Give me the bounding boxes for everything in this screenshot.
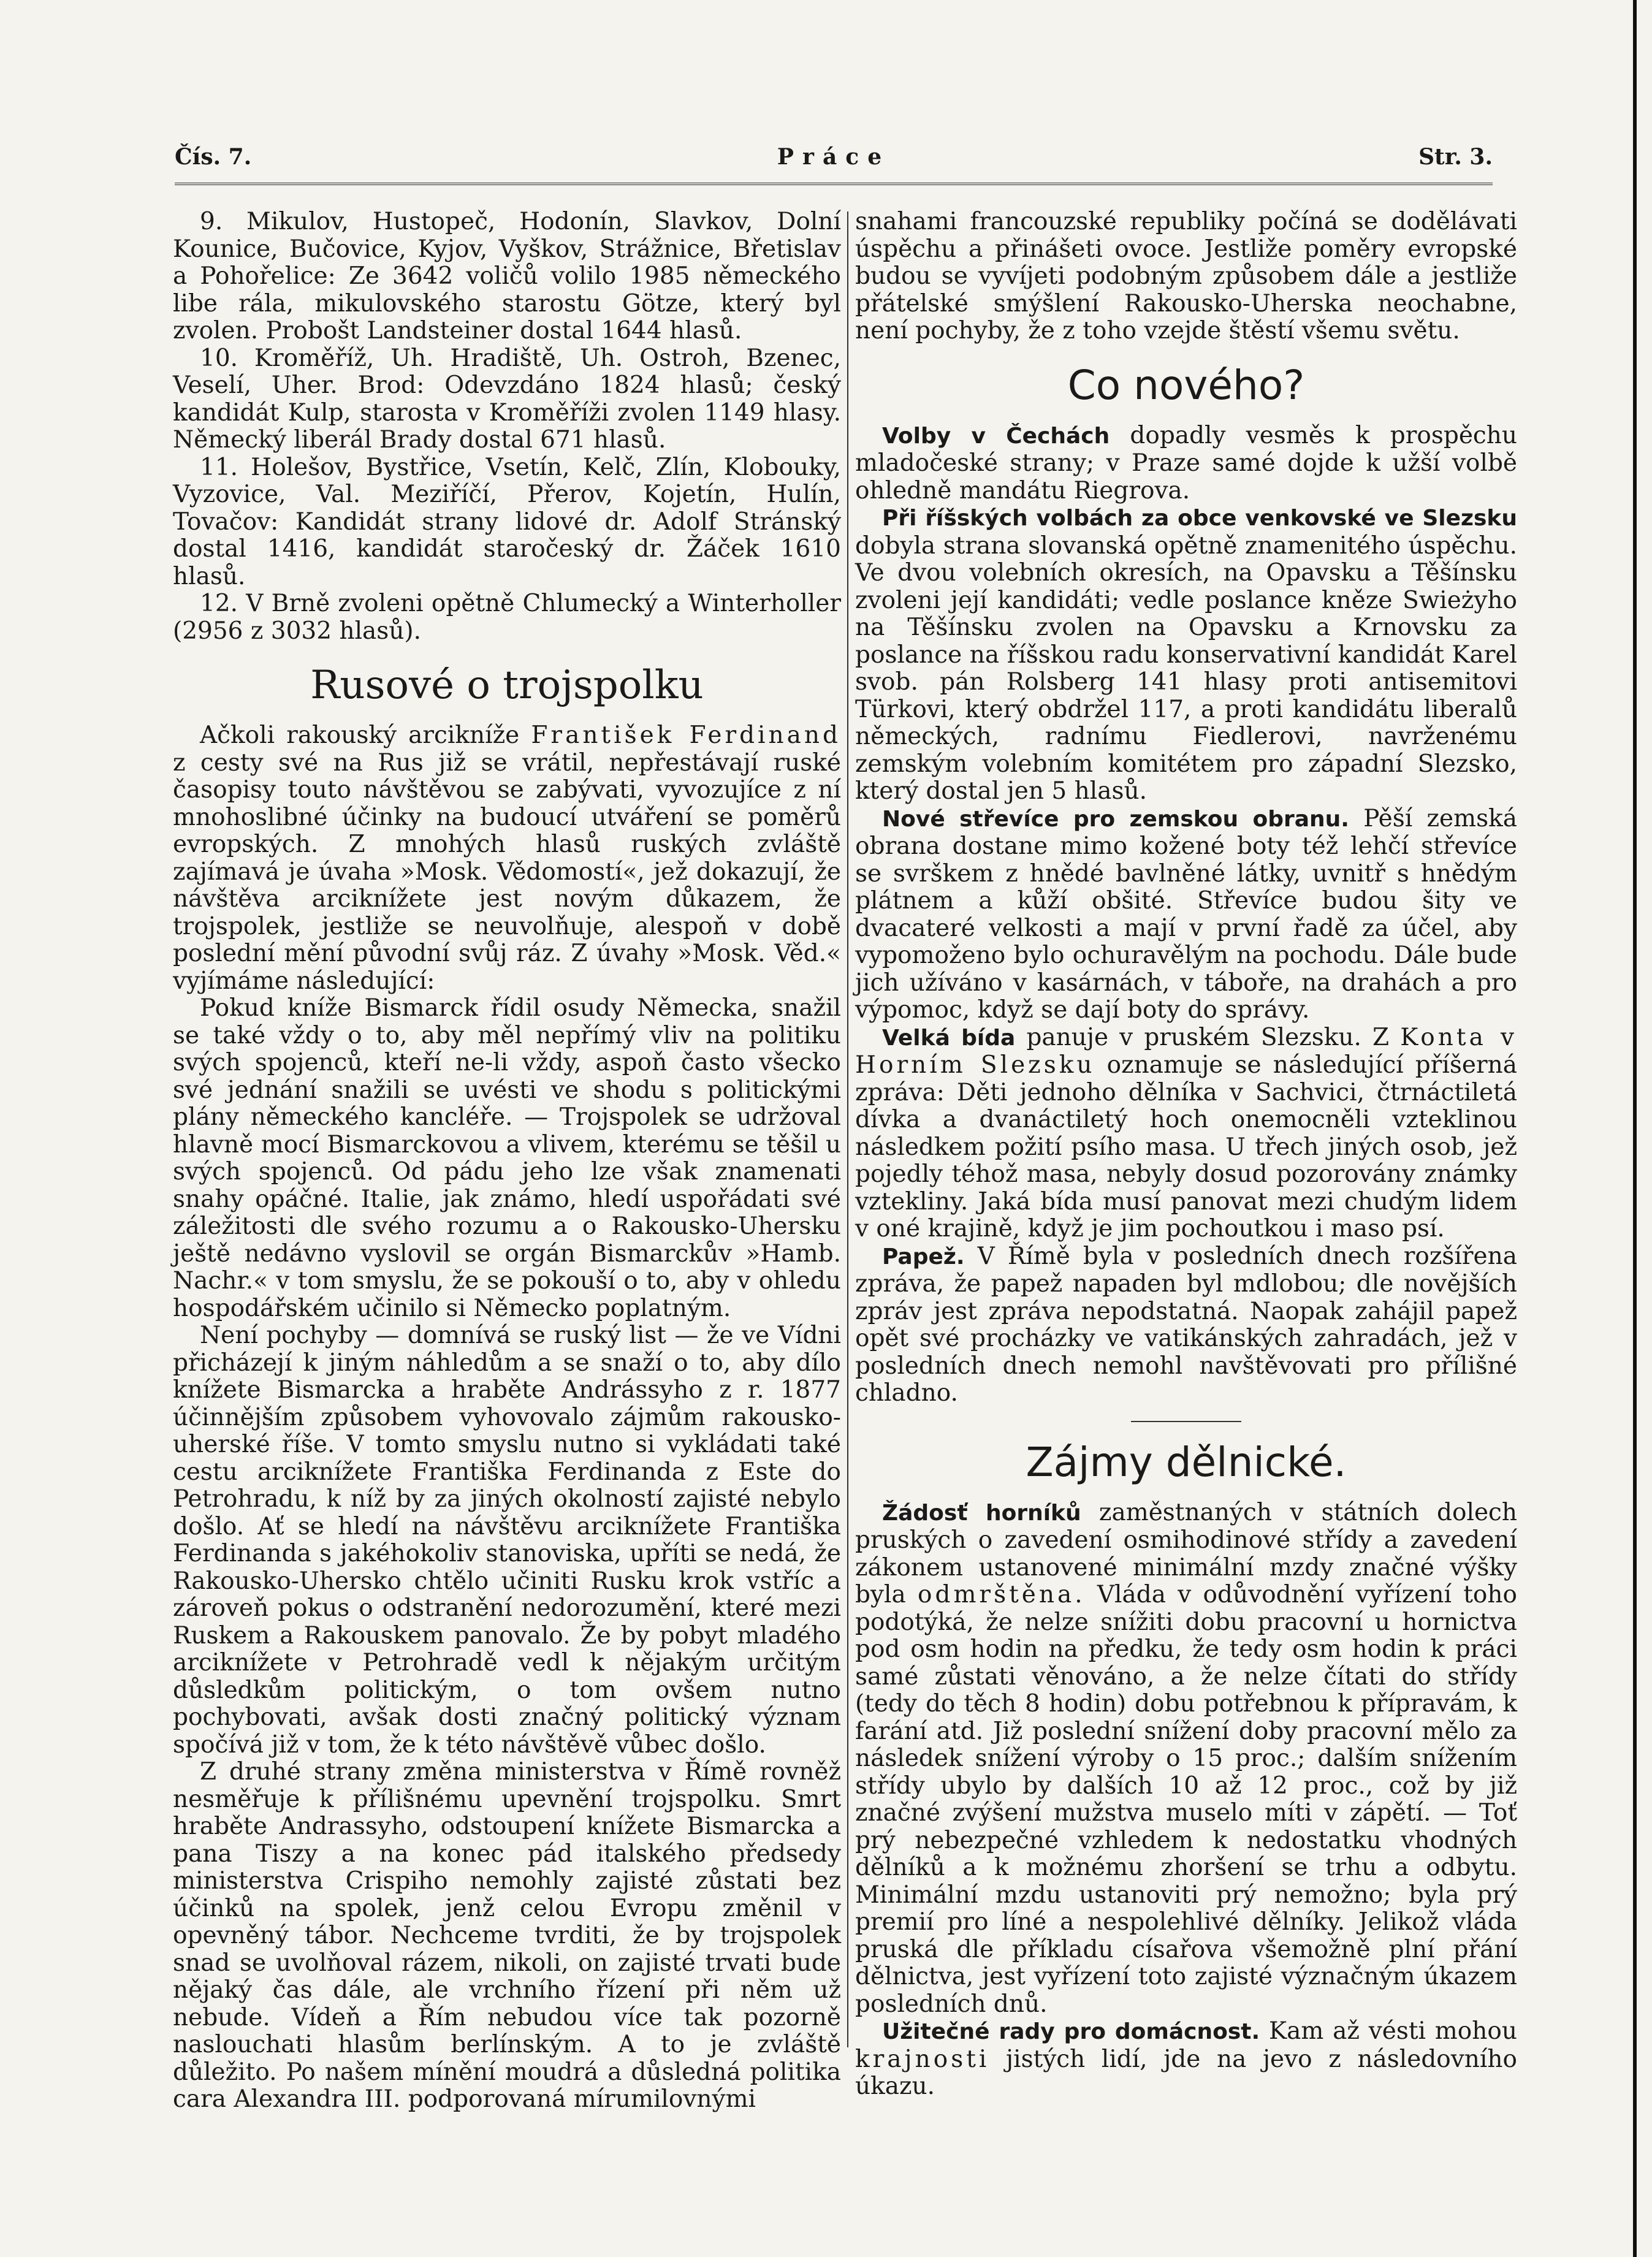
section-title-zajmy: Zájmy dělnické.: [1026, 1438, 1347, 1486]
news-item-text: Pěší zemská obrana dostane mimo kožené boty též lehčí střevíce se svrškem z hnědé bavlněné látky, uvnitř s hnědým plátnem a kůží obšité. Střevíce budou šity ve dvacateré velkosti a mají v první řadě za účel, aby vypomoženo bylo ochuravělým na pochodu. Dále bude jich užíváno v kasárnách, v táboře, na drahách a pro výpomoc, když se dají boty do správy.: [855, 804, 1517, 1024]
election-district-11: 11. Holešov, Bystřice, Vsetín, Kelč, Zlín, Klobouky, Vyzovice, Val. Meziříčí, Přerov, Kojetín, Hulín, Tovačov: Kandidát strany lidové dr. Adolf Stránský dostal 1416, kandidát staročeský dr. Žáček 1610 hlasů.: [173, 453, 841, 590]
news-item-heading: Nové střevíce pro zemskou obranu.: [882, 806, 1349, 832]
news-item-heading: Volby v Čechách: [882, 423, 1110, 449]
news-item: [855, 2018, 1517, 2101]
news-item-heading: Žádosť horníků: [882, 1500, 1081, 1526]
issue-number: Čís. 7.: [175, 144, 252, 170]
news-item: [855, 504, 1517, 805]
news-item: [855, 422, 1517, 505]
text-run: z cesty své na Rus již se vrátil, nepřestávají ruské časopisy touto návštěvou se zabývati, vyvozujíce z ní mnohoslibné účinky na budoucí utváření se poměrů evropských. Z mnohých hlasů ruských zvláště zajímavá je úvaha »Mosk. Vědomostí«, jež dokazují, že návštěva arciknížete jest novým důkazem, že trojspolek, jestliže se neuvolňuje, alespoň v době poslední mění původní svůj ráz. Z úvahy »Mosk. Věd.« vyjímáme následující:: [173, 748, 841, 995]
article-paragraph: Není pochyby — domnívá se ruský list — že ve Vídni přicházejí k jiným náhledům a se snaží o to, aby dílo knížete Bismarcka a hraběte Andrássyho z r. 1877 účinnějším způsobem vyhovovalo zájmům rakousko-uherské říše. V tomto smyslu nutno si vykládati také cestu arciknížete Františka Ferdinanda z Este do Petrohradu, k níž by za jiných okolností zajisté nebylo došlo. Ať se hledí na návštěvu arciknížete Františka Ferdinanda s jakéhokoliv stanoviska, upříti se nedá, že Rakousko-Uhersko chtělo učiniti Rusku krok vstříc a zároveň pokus o odstranění nedorozumění, které mezi Ruskem a Rakouskem panovalo. Že by pobyt mladého arciknížete v Petrohradě vedl k nějakým určitým důsledkům politickým, o tom ovšem nutno pochybovati, avšak dosti značný politický význam spočívá již v tom, že k této návštěvě vůbec došlo.: [173, 1322, 841, 1759]
news-item-text: Kam až vésti mohou: [1268, 2017, 1517, 2045]
news-item-text: V Římě byla v posledních dnech rozšířena zpráva, že papež napaden byl mdlobou; dle novějších zpráv jest zpráva nepodstatná. Naopak zahájil papež opět své procházky ve vatikánských zahradách, jež v posledních dnech nemohl navštěvovati pro přílišné chladno.: [855, 1242, 1517, 1407]
news-item: [855, 1243, 1517, 1407]
right-column: [855, 208, 1517, 2101]
column-divider: [847, 211, 848, 2047]
news-item-text: dobyla strana slovanská opětně znamenitého úspěchu. Ve dvou volebních okresích, na Opavsku a Těšínsku zvoleni její kandidáti; vedle poslance kněze Swieżyho na Těšínsku zvolen na Opavsku a Krnovsku za poslance na říšskou radu konservativní kandidát Karel svob. pán Rolsberg 141 hlasy proti antisemitovi Türkovi, který obdržel 117, a proti kandidátu liberalů německých, radnímu Fiedlerovi, navrženému zemským volebním komitétem pro západní Slezsko, který dostal jen 5 hlasů.: [855, 531, 1517, 805]
section-title-co-noveho: Co nového?: [1067, 361, 1305, 409]
election-district-9: 9. Mikulov, Hustopeč, Hodonín, Slavkov, Dolní Kounice, Bučovice, Kyjov, Vyškov, Strážnice, Břetislav a Pohořelice: Ze 3642 voličů volilo 1985 německého libe rála, mikulovského starostu Götze, který byl zvolen. Probošt Landsteiner dostal 1644 hlasů.: [173, 208, 841, 344]
newspaper-title: Práce: [777, 144, 891, 170]
section-separator: [1131, 1421, 1241, 1422]
section-title-rusove: Rusové o trojspolku: [310, 663, 704, 708]
news-item-text: Vláda v odůvodnění vyřízení toho podotýká, že nelze snížiti dobu pracovní u hornictva pod osm hodin na předku, že tedy osm hodin k práci samé zůstati věnováno, a že nelze čítati do střídy (tedy do těch 8 hodin) dobu potřebnou k přípravám, k farání atd. Již poslední snížení doby pracovní mělo za následek snížení výroby o 15 proc.; dalším snížením střídy ubylo by dalších 10 až 12 proc., což by již značné zvýšení mužstva muselo míti v zápětí. — Toť prý nebezpečné vzhledem k nedostatku vhodných dělníků a k možnému zhoršení se trhu a odbytu. Minimální mzdu ustanoviti prý nemožno; byla prý premií pro líné a nespolehlivé dělníky. Jelikož vláda pruská dle příkladu císařova všemožně plní přání dělnictva, jest vyřízení toto zajisté význačným úkazem posledních dnů.: [855, 1581, 1517, 2018]
news-item-text: dopadly vesměs k prospěchu mladočeské strany; v Praze samé dojde k užší volbě ohledně mandátu Riegrova.: [855, 421, 1517, 504]
news-item: [855, 805, 1517, 1024]
article-paragraph: [173, 722, 841, 995]
election-district-12: 12. V Brně zvoleni opětně Chlumecký a Winterholler (2956 z 3032 hlasů).: [173, 590, 841, 645]
news-item-heading: Užitečné rady pro domácnost.: [882, 2019, 1260, 2044]
page-header: [175, 144, 1493, 181]
news-item-heading: Při říšských volbách za obce venkovské ve Slezsku: [882, 506, 1517, 531]
news-item: [855, 1024, 1517, 1243]
spaced-word: krajnosti: [855, 2045, 990, 2073]
article-continuation: snahami francouzské republiky počíná se dodělávati úspěchu a přinášeti ovoce. Jestliže poměry evropské budou se vyvíjeti podobným způsobem dále a jestliže přátelské smýšlení Rakousko-Uherska neochabne, není pochyby, že z toho vzejde štěstí všemu světu.: [855, 208, 1517, 344]
left-column: [173, 208, 841, 2114]
article-paragraph: Pokud kníže Bismarck řídil osudy Německa, snažil se také vždy o to, aby měl nepřímý vliv na politiku svých spojenců, kteří ne-li vždy, aspoň často všecko své jednání snažili se uvésti ve shodu s politickými plány německého kancléře. — Trojspolek se udržoval hlavně mocí Bismarckovou a vlivem, kterému se těšil u svých spojenců. Od pádu jeho lze však znamenati snahy opáčné. Italie, jak známo, hledí uspořádati své záležitosti dle svého rozumu a o Rakousko-Uhersku ještě nedávno vyslovil se orgán Bismarckův »Hamb. Nachr.« v tom smyslu, že se pokouší o to, aby v ohledu hospodářském učinilo si Německo poplatným.: [173, 994, 841, 1322]
news-item-text: jistých lidí, jde na jevo z následovního úkazu.: [855, 2045, 1517, 2100]
news-item-heading: Papež.: [882, 1244, 965, 1269]
spaced-word: odmrštěna.: [918, 1581, 1086, 1608]
article-paragraph: Z druhé strany změna ministerstva v Římě rovněž nesměřuje k přílišnému upevnění trojspolku. Smrt hraběte Andrassyho, odstoupení knížete Bismarcka a pana Tiszy a na konec pád italského předsedy ministerstva Crispiho nemohly zajisté zůstati bez účinků na spolek, jenž celou Evropu změnil v opevněný tábor. Nechceme tvrditi, že by trojspolek snad se uvolňoval rázem, nikoli, on zajisté trvati bude nějaký čas dále, ale vrchního řízení při něm už nebude. Vídeň a Řím nebudou více tak pozorně naslouchati hlasům berlínským. A to je zvláště důležito. Po našem mínění moudrá a důsledná politika cara Alexandra III. podporovaná mírumilovnými: [173, 1758, 841, 2113]
election-district-10: 10. Kroměříž, Uh. Hradiště, Uh. Ostroh, Bzenec, Veselí, Uher. Brod: Odevzdáno 1824 hlasů; český kandidát Kulp, starosta v Kroměříži zvolen 1149 hlasy. Německý liberál Brady dostal 671 hlasů.: [173, 344, 841, 454]
news-item-heading: Velká bída: [882, 1025, 1016, 1051]
news-item: [855, 1499, 1517, 2019]
news-item-text: zaměstnaných v státních dolech pruských o zavedení osmihodinové střídy a zavedení zákonem ustanovené minimální mzdy značné výšky byla: [855, 1498, 1517, 1608]
spaced-source: Konta v Horním Slezsku: [855, 1023, 1517, 1079]
text-run: Ačkoli rakouský arcikníže: [200, 721, 520, 749]
page-number: Str. 3.: [1418, 144, 1493, 170]
news-item-text: panuje v pruském Slezsku. Z: [1026, 1023, 1390, 1051]
news-item-text: oznamuje se následující příšerná zpráva: Děti jednoho dělníka v Sachvici, čtrnáctiletá dívka a dvanáctiletý hoch onemocněli vzteklinou následkem požití psího masa. U třech jiných osob, jež pojedly téhož masa, nebyly dosud pozorovány známky vztekliny. Jaká bída musí panovat mezi chudým lidem v oné krajině, když je jim pochoutkou i maso psí.: [855, 1051, 1517, 1243]
spaced-name: František Ferdinand: [531, 721, 841, 749]
header-rule: [175, 183, 1493, 185]
